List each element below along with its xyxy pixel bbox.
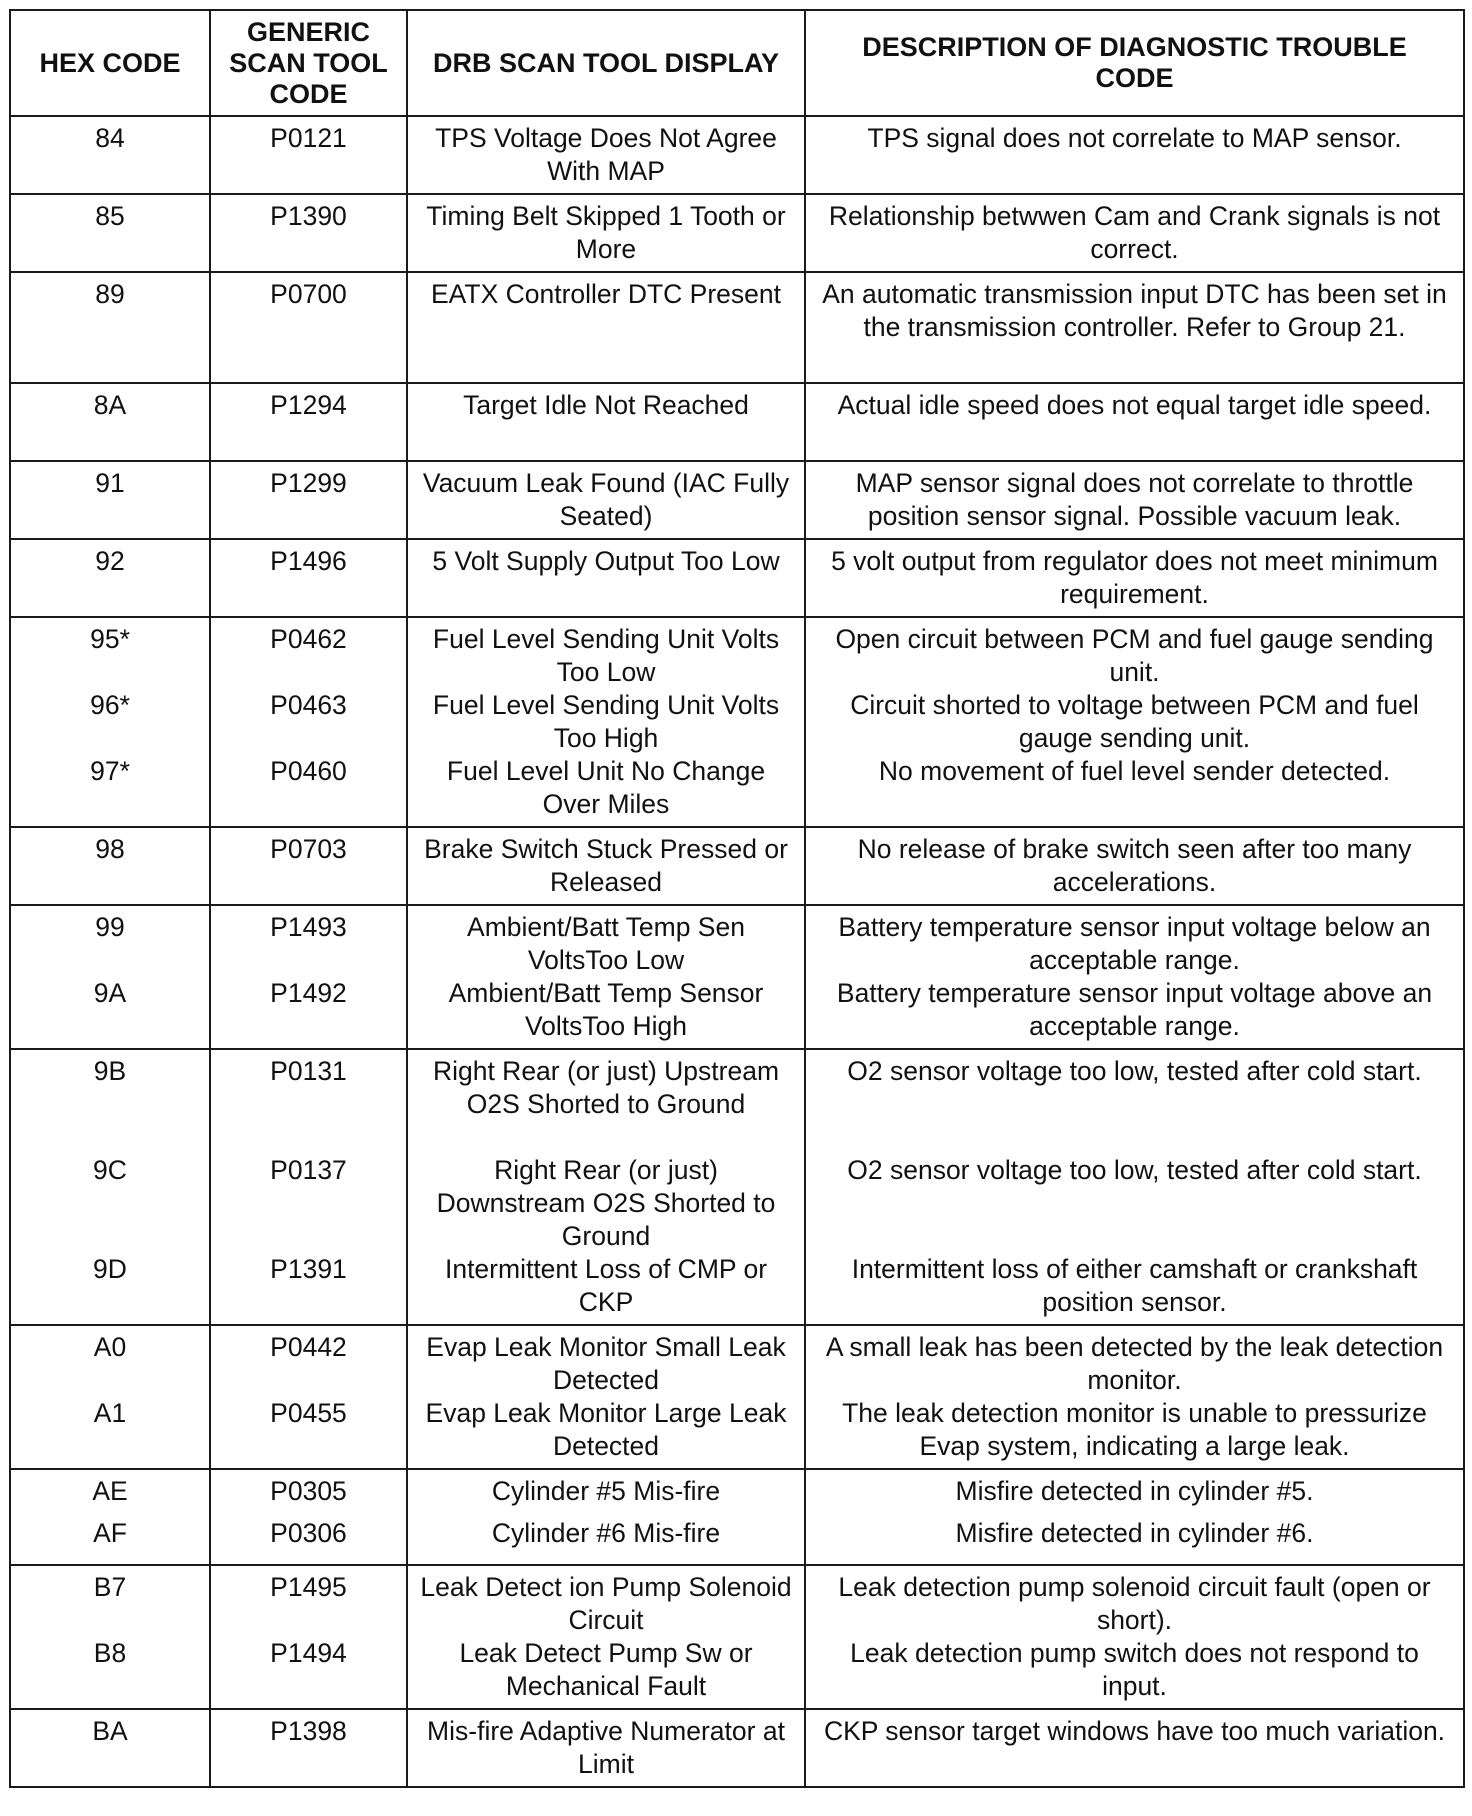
cell-generic-code-entry: P1496 bbox=[270, 546, 347, 576]
cell-hex-code bbox=[10, 617, 210, 827]
cell-hex-code bbox=[10, 383, 210, 461]
cell-hex-code bbox=[10, 1565, 210, 1709]
cell-generic-code-entry: P0455 bbox=[270, 1398, 347, 1428]
cell-drb-display-entry: TPS Voltage Does Not Agree With MAP bbox=[435, 123, 777, 186]
cell-description-entry: No movement of fuel level sender detected. bbox=[878, 756, 1391, 786]
cell-drb-display-entry: Timing Belt Skipped 1 Tooth or More bbox=[426, 201, 786, 264]
cell-drb-display-entry: Ambient/Batt Temp Sensor VoltsToo High bbox=[448, 978, 764, 1041]
cell-hex-code bbox=[10, 1325, 210, 1469]
table-row bbox=[10, 617, 1464, 827]
cell-generic-code-entry: P1390 bbox=[270, 201, 347, 231]
cell-drb-display bbox=[407, 1565, 805, 1709]
table-row bbox=[10, 1469, 1464, 1565]
cell-description-entry: O2 sensor voltage too low, tested after cold start. bbox=[847, 1056, 1422, 1086]
cell-generic-code-entry: P1495 bbox=[270, 1572, 347, 1602]
cell-generic-code-entry: P0131 bbox=[270, 1056, 347, 1086]
cell-generic-code-entry: P0137 bbox=[270, 1155, 347, 1185]
cell-hex-code-entry: 9A bbox=[93, 978, 127, 1008]
cell-description-entry: Misfire detected in cylinder #6. bbox=[955, 1518, 1314, 1548]
cell-hex-code-entry: B7 bbox=[93, 1572, 127, 1602]
cell-drb-display-entry: Intermittent Loss of CMP or CKP bbox=[444, 1254, 768, 1317]
cell-drb-display-entry: 5 Volt Supply Output Too Low bbox=[432, 546, 780, 576]
cell-description-entry: Actual idle speed does not equal target idle speed. bbox=[837, 390, 1432, 420]
table-header bbox=[10, 10, 1464, 116]
cell-generic-code-entry: P1398 bbox=[270, 1716, 347, 1746]
cell-description bbox=[805, 1469, 1464, 1565]
cell-description bbox=[805, 1325, 1464, 1469]
cell-drb-display-entry: Fuel Level Unit No Change Over Miles bbox=[446, 756, 766, 819]
cell-drb-display bbox=[407, 1325, 805, 1469]
cell-hex-code-entry: 98 bbox=[95, 834, 125, 864]
cell-description bbox=[805, 539, 1464, 617]
cell-drb-display bbox=[407, 383, 805, 461]
cell-hex-code-entry: AE bbox=[92, 1476, 128, 1506]
cell-hex-code-entry: 89 bbox=[95, 279, 125, 309]
cell-description bbox=[805, 272, 1464, 383]
cell-description-entry: Leak detection pump solenoid circuit fault (open or short). bbox=[838, 1572, 1431, 1635]
cell-description bbox=[805, 383, 1464, 461]
cell-generic-code-entry: P1494 bbox=[270, 1638, 347, 1668]
cell-generic-code-entry: P1391 bbox=[270, 1254, 347, 1284]
cell-generic-code bbox=[210, 1709, 407, 1787]
cell-generic-code bbox=[210, 461, 407, 539]
cell-description-entry: Relationship betwwen Cam and Crank signals is not correct. bbox=[828, 201, 1441, 264]
cell-description-entry: The leak detection monitor is unable to pressurize Evap system, indicating a large leak. bbox=[842, 1398, 1427, 1461]
cell-description bbox=[805, 1049, 1464, 1325]
cell-drb-display bbox=[407, 827, 805, 905]
cell-generic-code bbox=[210, 827, 407, 905]
cell-hex-code-entry: 97* bbox=[90, 756, 130, 786]
cell-description bbox=[805, 461, 1464, 539]
table-row bbox=[10, 194, 1464, 272]
cell-generic-code-entry: P0121 bbox=[270, 123, 347, 153]
cell-drb-display-entry: Brake Switch Stuck Pressed or Released bbox=[424, 834, 788, 897]
cell-hex-code-entry: 96* bbox=[90, 690, 130, 720]
table-row bbox=[10, 1049, 1464, 1325]
cell-drb-display-entry: Vacuum Leak Found (IAC Fully Seated) bbox=[422, 468, 790, 531]
table-row bbox=[10, 383, 1464, 461]
header-row bbox=[10, 10, 1464, 116]
cell-generic-code bbox=[210, 383, 407, 461]
cell-generic-code-entry: P1492 bbox=[270, 978, 347, 1008]
header-hex-code: HEX CODE bbox=[10, 10, 210, 116]
cell-drb-display-entry: EATX Controller DTC Present bbox=[431, 279, 781, 309]
cell-description bbox=[805, 905, 1464, 1049]
cell-drb-display-entry: Evap Leak Monitor Large Leak Detected bbox=[425, 1398, 787, 1461]
cell-drb-display bbox=[407, 272, 805, 383]
cell-drb-display-entry: Leak Detect Pump Sw or Mechanical Fault bbox=[459, 1638, 753, 1701]
cell-description-entry: Circuit shorted to voltage between PCM and fuel gauge sending unit. bbox=[850, 690, 1419, 753]
cell-generic-code-entry: P1299 bbox=[270, 468, 347, 498]
cell-hex-code-entry: A1 bbox=[93, 1398, 127, 1428]
cell-hex-code-entry: 95* bbox=[90, 624, 130, 654]
table-row bbox=[10, 827, 1464, 905]
table-body bbox=[10, 116, 1464, 1787]
cell-drb-display-entry: Cylinder #5 Mis-fire bbox=[491, 1476, 721, 1506]
cell-hex-code bbox=[10, 827, 210, 905]
cell-drb-display bbox=[407, 617, 805, 827]
cell-generic-code bbox=[210, 905, 407, 1049]
cell-generic-code-entry: P1493 bbox=[270, 912, 347, 942]
cell-generic-code-entry: P0460 bbox=[270, 756, 347, 786]
table-row bbox=[10, 1709, 1464, 1787]
cell-generic-code bbox=[210, 194, 407, 272]
cell-description-entry: An automatic transmission input DTC has been set in the transmission controller. Refer to Group 21. bbox=[822, 279, 1447, 342]
cell-drb-display bbox=[407, 194, 805, 272]
cell-description bbox=[805, 617, 1464, 827]
cell-hex-code bbox=[10, 116, 210, 194]
cell-hex-code-entry: A0 bbox=[93, 1332, 127, 1362]
cell-description-entry: Open circuit between PCM and fuel gauge sending unit. bbox=[835, 624, 1434, 687]
cell-hex-code-entry: 9B bbox=[93, 1056, 127, 1086]
cell-hex-code bbox=[10, 272, 210, 383]
dtc-table bbox=[9, 9, 1465, 1788]
cell-generic-code-entry: P1294 bbox=[270, 390, 347, 420]
cell-drb-display-entry: Mis-fire Adaptive Numerator at Limit bbox=[427, 1716, 785, 1779]
cell-description-entry: Intermittent loss of either camshaft or crankshaft position sensor. bbox=[851, 1254, 1418, 1317]
cell-generic-code-entry: P0463 bbox=[270, 690, 347, 720]
cell-drb-display-entry: Leak Detect ion Pump Solenoid Circuit bbox=[420, 1572, 792, 1635]
cell-generic-code bbox=[210, 539, 407, 617]
cell-generic-code-entry: P0462 bbox=[270, 624, 347, 654]
cell-drb-display bbox=[407, 905, 805, 1049]
cell-hex-code bbox=[10, 1049, 210, 1325]
cell-description-entry: TPS signal does not correlate to MAP sensor. bbox=[867, 123, 1402, 153]
cell-hex-code-entry: 8A bbox=[93, 390, 127, 420]
cell-description-entry: Leak detection pump switch does not respond to input. bbox=[850, 1638, 1419, 1701]
cell-drb-display-entry: Right Rear (or just) Downstream O2S Shorted to Ground bbox=[436, 1155, 776, 1251]
cell-generic-code bbox=[210, 1469, 407, 1565]
cell-hex-code bbox=[10, 905, 210, 1049]
cell-generic-code-entry: P0703 bbox=[270, 834, 347, 864]
cell-hex-code bbox=[10, 1469, 210, 1565]
cell-description bbox=[805, 1565, 1464, 1709]
cell-drb-display bbox=[407, 1049, 805, 1325]
cell-description-entry: O2 sensor voltage too low, tested after cold start. bbox=[847, 1155, 1422, 1185]
header-description: DESCRIPTION OF DIAGNOSTIC TROUBLE CODE bbox=[805, 10, 1464, 116]
cell-description-entry: Battery temperature sensor input voltage above an acceptable range. bbox=[836, 978, 1433, 1041]
cell-hex-code-entry: 91 bbox=[95, 468, 125, 498]
cell-hex-code bbox=[10, 1709, 210, 1787]
cell-hex-code-entry: 9D bbox=[93, 1254, 127, 1284]
cell-hex-code-entry: B8 bbox=[93, 1638, 127, 1668]
cell-hex-code-entry: AF bbox=[93, 1518, 127, 1548]
cell-drb-display bbox=[407, 539, 805, 617]
cell-drb-display-entry: Right Rear (or just) Upstream O2S Shorted to Ground bbox=[432, 1056, 780, 1119]
cell-drb-display-entry: Ambient/Batt Temp Sen VoltsToo Low bbox=[467, 912, 745, 975]
cell-hex-code bbox=[10, 194, 210, 272]
cell-drb-display bbox=[407, 461, 805, 539]
cell-description bbox=[805, 116, 1464, 194]
table-row bbox=[10, 272, 1464, 383]
table-row bbox=[10, 461, 1464, 539]
cell-generic-code bbox=[210, 1565, 407, 1709]
cell-description-entry: A small leak has been detected by the leak detection monitor. bbox=[825, 1332, 1444, 1395]
cell-hex-code-entry: 99 bbox=[95, 912, 125, 942]
cell-hex-code bbox=[10, 461, 210, 539]
cell-drb-display bbox=[407, 1709, 805, 1787]
cell-drb-display-entry: Fuel Level Sending Unit Volts Too Low bbox=[432, 624, 780, 687]
cell-hex-code-entry: 85 bbox=[95, 201, 125, 231]
cell-hex-code-entry: 9C bbox=[93, 1155, 127, 1185]
cell-generic-code-entry: P0700 bbox=[270, 279, 347, 309]
table-row bbox=[10, 116, 1464, 194]
cell-generic-code bbox=[210, 116, 407, 194]
cell-hex-code-entry: BA bbox=[92, 1716, 128, 1746]
header-generic-text: GENERIC SCAN TOOL CODE bbox=[229, 16, 388, 109]
cell-hex-code-entry: 92 bbox=[95, 546, 125, 576]
cell-drb-display-entry: Target Idle Not Reached bbox=[463, 390, 749, 420]
cell-drb-display-entry: Cylinder #6 Mis-fire bbox=[491, 1518, 721, 1548]
cell-drb-display-entry: Fuel Level Sending Unit Volts Too High bbox=[432, 690, 780, 753]
table-row bbox=[10, 1565, 1464, 1709]
header-generic-scan-tool-code bbox=[210, 10, 407, 116]
cell-generic-code bbox=[210, 272, 407, 383]
cell-description-entry: Battery temperature sensor input voltage below an acceptable range. bbox=[838, 912, 1431, 975]
cell-generic-code-entry: P0442 bbox=[270, 1332, 347, 1362]
table-row bbox=[10, 1325, 1464, 1469]
cell-description bbox=[805, 1709, 1464, 1787]
cell-description bbox=[805, 194, 1464, 272]
cell-generic-code-entry: P0306 bbox=[270, 1518, 347, 1548]
cell-hex-code-entry: 84 bbox=[95, 123, 125, 153]
cell-description-entry: 5 volt output from regulator does not meet minimum requirement. bbox=[831, 546, 1438, 609]
table-row bbox=[10, 539, 1464, 617]
cell-generic-code bbox=[210, 617, 407, 827]
cell-description-entry: CKP sensor target windows have too much variation. bbox=[823, 1716, 1446, 1746]
cell-generic-code-entry: P0305 bbox=[270, 1476, 347, 1506]
cell-hex-code bbox=[10, 539, 210, 617]
cell-drb-display bbox=[407, 1469, 805, 1565]
cell-description-entry: Misfire detected in cylinder #5. bbox=[955, 1476, 1314, 1506]
cell-description-entry: MAP sensor signal does not correlate to throttle position sensor signal. Possible vacuum leak. bbox=[855, 468, 1414, 531]
header-drb-display: DRB SCAN TOOL DISPLAY bbox=[407, 10, 805, 116]
cell-description bbox=[805, 827, 1464, 905]
cell-description-entry: No release of brake switch seen after too many accelerations. bbox=[857, 834, 1412, 897]
cell-generic-code bbox=[210, 1325, 407, 1469]
cell-drb-display bbox=[407, 116, 805, 194]
table-row bbox=[10, 905, 1464, 1049]
cell-generic-code bbox=[210, 1049, 407, 1325]
cell-drb-display-entry: Evap Leak Monitor Small Leak Detected bbox=[426, 1332, 786, 1395]
